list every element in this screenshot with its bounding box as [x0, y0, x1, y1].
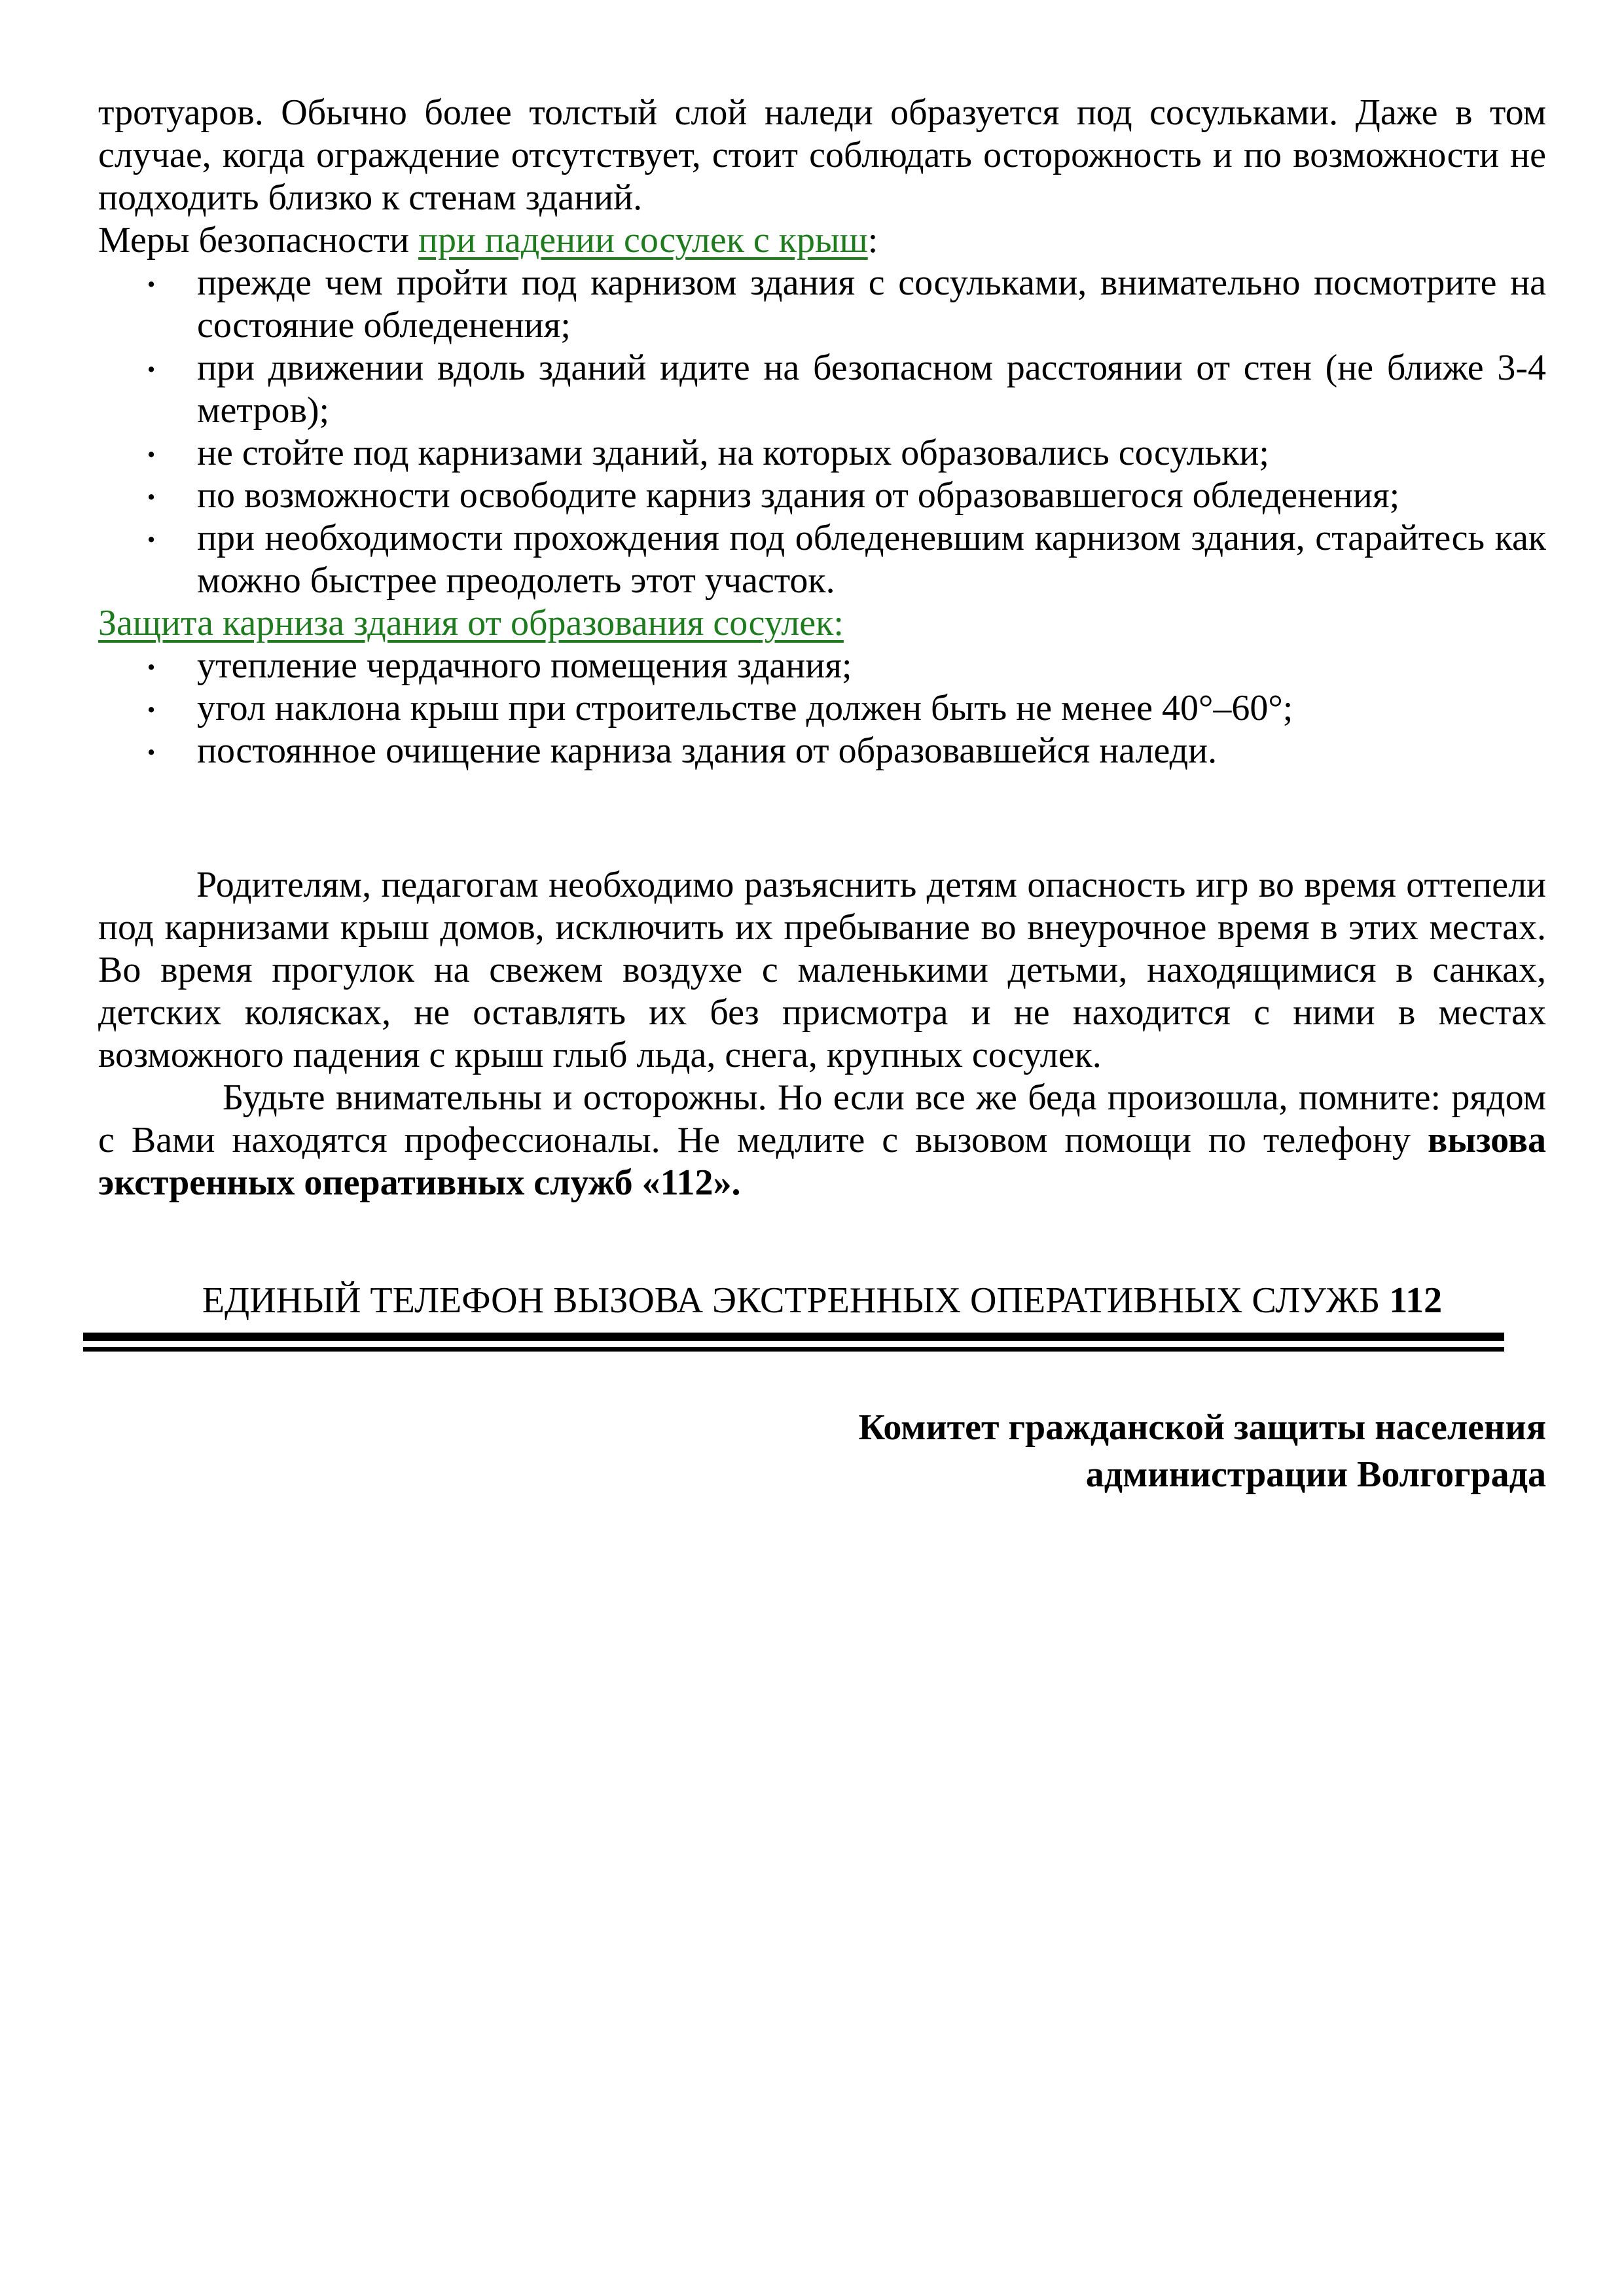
signature-line-2: администрации Волгограда: [1085, 1454, 1546, 1495]
list-item: • не стойте под карнизами зданий, на которых образовались сосульки;: [197, 432, 1546, 475]
protection-link[interactable]: Защита карниза здания от образования сосулек:: [98, 603, 844, 643]
attention-paragraph-bold: вызова экстренных оперативных служб «112».: [98, 1120, 1546, 1203]
measures-heading: [98, 219, 1546, 262]
list-item: • постоянное очищение карниза здания от образовавшейся наледи.: [197, 730, 1546, 772]
attention-paragraph-text: Будьте внимательны и осторожны. Но если все же беда произошла, помните: рядом с Вами находятся профессионалы. Не медлите с вызовом помощи по телефону: [98, 1077, 1546, 1160]
double-rule-gap: [83, 1341, 1504, 1347]
list-item: • при движении вдоль зданий идите на безопасном расстоянии от стен (не ближе 3-4 метров);: [197, 347, 1546, 432]
hotline-title: [98, 1280, 1546, 1322]
double-rule-thin-line: [83, 1347, 1504, 1352]
hotline-title-text: ЕДИНЫЙ ТЕЛЕФОН ВЫЗОВА ЭКСТРЕННЫХ ОПЕРАТИВНЫХ СЛУЖБ: [202, 1280, 1390, 1321]
list-item: • угол наклона крыш при строительстве должен быть не менее 40°–60°;: [197, 687, 1546, 730]
list-item: • утепление чердачного помещения здания;: [197, 645, 1546, 687]
list-item: • по возможности освободите карниз здания от образовавшегося обледенения;: [197, 475, 1546, 517]
attention-paragraph: [98, 1077, 1546, 1204]
double-rule-thick-line: [83, 1333, 1504, 1341]
protection-bullet-list: [98, 645, 1546, 772]
list-item: • при необходимости прохождения под обледеневшим карнизом здания, старайтесь как можно быстрее преодолеть этот участок.: [197, 517, 1546, 602]
double-rule: [83, 1333, 1504, 1352]
signature-block: [98, 1404, 1546, 1498]
intro-paragraph: тротуаров. Обычно более толстый слой наледи образуется под сосульками. Даже в том случае, когда ограждение отсутствует, стоит соблюдать осторожность и по возможности не подходить близко к стенам зданий.: [98, 92, 1546, 218]
measures-bullet-list: [98, 262, 1546, 602]
list-item: • прежде чем пройти под карнизом здания с сосульками, внимательно посмотрите на состояние обледенения;: [197, 262, 1546, 347]
measures-heading-prefix: Меры безопасности: [98, 220, 418, 260]
parents-paragraph: Родителям, педагогам необходимо разъяснить детям опасность игр во время оттепели под карнизами крыш домов, исключить их пребывание во внеурочное время в этих местах. Во время прогулок на свежем воздухе с маленькими детьми, находящимися в санках, детских колясках, не оставлять их без присмотра и не находится с ними в местах возможного падения с крыш глыб льда, снега, крупных сосулек.: [98, 865, 1546, 1075]
protection-heading: [98, 602, 1546, 645]
measures-link[interactable]: при падении сосулек с крыш: [418, 220, 868, 260]
hotline-title-number: 112: [1389, 1280, 1443, 1321]
measures-heading-colon: :: [867, 220, 878, 260]
signature-line-1: Комитет гражданской защиты населения: [858, 1407, 1546, 1448]
